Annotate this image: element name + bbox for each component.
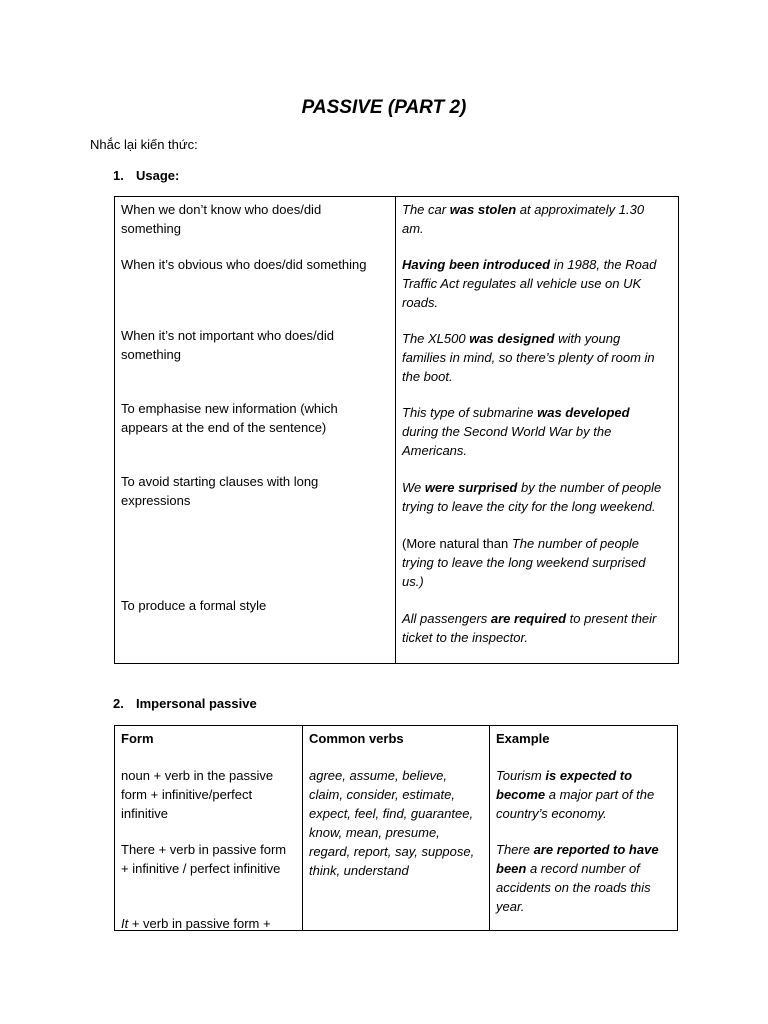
- usage-item: To emphasise new information (which appears at the end of the sentence): [121, 401, 338, 435]
- usage-item: When it’s obvious who does/did something: [121, 257, 367, 272]
- usage-item: To produce a formal style: [121, 598, 267, 613]
- example-item: The XL500 was designed with young families in mind, so there’s plenty of room in the boot.: [402, 331, 655, 384]
- form-item: noun + verb in the passive form + infinitive/perfect infinitive: [121, 768, 274, 821]
- table-row: [115, 726, 678, 931]
- section-title: Usage:: [136, 168, 180, 183]
- intro-text: Nhắc lại kiến thức:: [90, 137, 198, 152]
- section-title: Impersonal passive: [136, 696, 257, 711]
- page-title: PASSIVE (PART 2): [301, 97, 467, 118]
- column-header: Common verbs: [309, 731, 404, 746]
- usage-column: [115, 197, 396, 664]
- example-item: We were surprised by the number of people trying to leave the city for the long weekend.: [402, 480, 662, 514]
- usage-item: When we don’t know who does/did something: [121, 202, 322, 236]
- verbs-column: [303, 726, 490, 931]
- example-item: There are reported to have been a record number of accidents on the roads this year.: [496, 842, 659, 914]
- example-column: [490, 726, 678, 931]
- table-row: [115, 197, 679, 664]
- verbs-list: agree, assume, believe, claim, consider, estimate, expect, feel, find, guarantee, know, mean, presume, regard, report, say, suppose, think, understand: [309, 768, 475, 878]
- column-header: Example: [496, 731, 550, 746]
- column-header: Form: [121, 731, 154, 746]
- section-number: 1.: [113, 168, 124, 183]
- section-number: 2.: [113, 696, 124, 711]
- example-item: Having been introduced in 1988, the Road Traffic Act regulates all vehicle use on UK roads.: [402, 257, 657, 310]
- form-item: There + verb in passive form + infinitive / perfect infinitive: [121, 842, 287, 876]
- example-item: All passengers are required to present their ticket to the inspector.: [402, 611, 657, 645]
- form-column: [115, 726, 303, 931]
- example-note: (More natural than The number of people trying to leave the long weekend surprised us.): [402, 536, 646, 589]
- section-heading-usage: [113, 166, 179, 185]
- example-item: This type of submarine was developed during the Second World War by the Americans.: [402, 405, 630, 458]
- example-column: [396, 197, 679, 664]
- usage-table: [114, 196, 679, 664]
- example-item: Tourism is expected to become a major part of the country’s economy.: [496, 768, 655, 821]
- section-heading-impersonal: [113, 694, 257, 713]
- example-item: The car was stolen at approximately 1.30 am.: [402, 202, 645, 236]
- impersonal-table: [114, 725, 678, 931]
- usage-item: When it’s not important who does/did something: [121, 328, 334, 362]
- usage-item: To avoid starting clauses with long expressions: [121, 474, 319, 508]
- form-item: It + verb in passive form +: [121, 916, 271, 931]
